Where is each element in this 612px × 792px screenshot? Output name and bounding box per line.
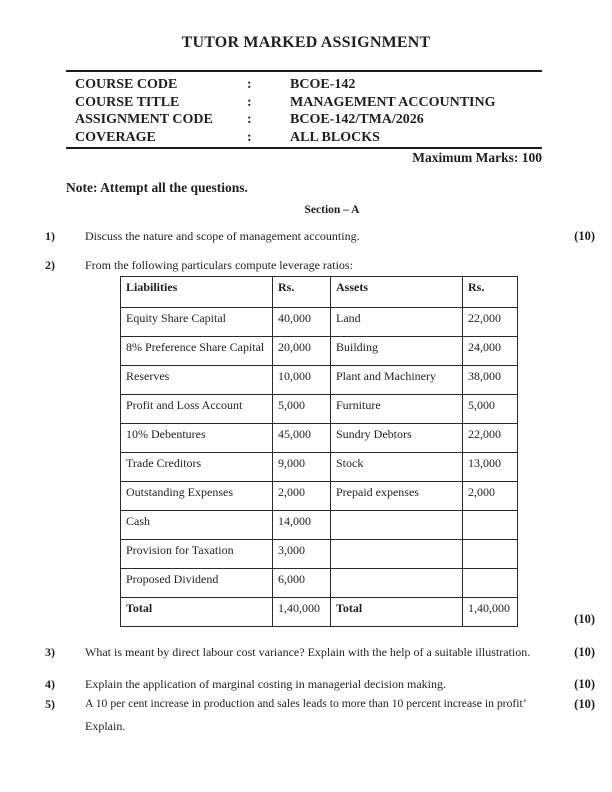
course-code-separator: : [247, 77, 252, 92]
question-5-text-line1: A 10 per cent increase in production and sales leads to more than 10 percent increase in profit’ [85, 697, 527, 710]
question-4 [40, 677, 595, 691]
table-cell: Stock [331, 453, 463, 482]
question-5-number: 5) [45, 697, 55, 711]
table-cell: 20,000 [273, 337, 331, 366]
header-cell-liabilities: Liabilities [121, 277, 273, 308]
table-cell: Proposed Dividend [121, 569, 273, 598]
table-cell: 13,000 [463, 453, 518, 482]
table-cell: 14,000 [273, 511, 331, 540]
question-4-marks: (10) [574, 677, 595, 691]
course-title-value: MANAGEMENT ACCOUNTING [290, 94, 496, 110]
header-cell-rs-left: Rs. [273, 277, 331, 308]
table-cell: 24,000 [463, 337, 518, 366]
table-cell: Outstanding Expenses [121, 482, 273, 511]
question-3-marks: (10) [574, 645, 595, 659]
question-1 [40, 229, 595, 243]
course-info-row [75, 94, 542, 112]
section-a-heading: Section – A [304, 204, 360, 216]
table-cell: 2,000 [273, 482, 331, 511]
question-5-text [85, 697, 553, 733]
table-cell: 8% Preference Share Capital [121, 337, 273, 366]
table-header-row [121, 277, 518, 308]
table-cell: 2,000 [463, 482, 518, 511]
table-cell: 38,000 [463, 366, 518, 395]
question-3-number: 3) [45, 645, 55, 659]
course-code-label: COURSE CODE [75, 77, 178, 92]
table-cell [331, 511, 463, 540]
table-cell [463, 569, 518, 598]
header-cell-assets: Assets [331, 277, 463, 308]
table-row [121, 569, 518, 598]
table-cell: 9,000 [273, 453, 331, 482]
table-row [121, 511, 518, 540]
table-cell [463, 511, 518, 540]
table-row [121, 453, 518, 482]
total-value-left: 1,40,000 [273, 598, 331, 627]
table-cell: 3,000 [273, 540, 331, 569]
question-4-text: Explain the application of marginal costing in managerial decision making. [85, 677, 447, 691]
table-row [121, 424, 518, 453]
maximum-marks: Maximum Marks: 100 [412, 150, 542, 165]
coverage-value: ALL BLOCKS [290, 129, 380, 145]
question-5-text-line2: Explain. [85, 719, 126, 733]
question-2-marks: (10) [574, 612, 595, 626]
question-2-marks-placeholder [553, 258, 595, 272]
coverage-label: COVERAGE [75, 129, 156, 145]
question-2 [40, 258, 595, 272]
question-3-text: What is meant by direct labour cost variance? Explain with the help of a suitable illustration. [85, 645, 531, 659]
table-cell: 10% Debentures [121, 424, 273, 453]
table-cell: Equity Share Capital [121, 308, 273, 337]
note-line: Note: Attempt all the questions. [66, 180, 248, 195]
table-cell: Trade Creditors [121, 453, 273, 482]
course-title-label: COURSE TITLE [75, 94, 180, 110]
assignment-code-separator: : [247, 112, 252, 127]
table-row [121, 395, 518, 424]
table-cell: 10,000 [273, 366, 331, 395]
table-cell [331, 540, 463, 569]
leverage-ratios-table [120, 276, 518, 627]
table-row [121, 482, 518, 511]
table-cell: Sundry Debtors [331, 424, 463, 453]
document-title: TUTOR MARKED ASSIGNMENT [181, 34, 431, 51]
question-4-number: 4) [45, 677, 55, 691]
course-info-row [75, 76, 542, 94]
table-cell [463, 540, 518, 569]
table-row [121, 308, 518, 337]
table-cell [331, 569, 463, 598]
question-2-text: From the following particulars compute leverage ratios: [85, 258, 353, 272]
course-title-separator: : [247, 94, 252, 110]
table-cell: 5,000 [463, 395, 518, 424]
course-info-row [75, 111, 542, 129]
coverage-separator: : [247, 129, 252, 145]
table-cell: Land [331, 308, 463, 337]
course-code-value: BCOE-142 [290, 77, 356, 92]
table-cell: Profit and Loss Account [121, 395, 273, 424]
table-cell: Cash [121, 511, 273, 540]
table-cell: 22,000 [463, 308, 518, 337]
total-label-left: Total [121, 598, 273, 627]
assignment-code-label: ASSIGNMENT CODE [75, 112, 213, 127]
table-cell: Building [331, 337, 463, 366]
table-cell: Prepaid expenses [331, 482, 463, 511]
question-1-marks: (10) [574, 229, 595, 243]
table-row [121, 337, 518, 366]
course-info-block [66, 70, 542, 149]
question-1-number: 1) [45, 229, 55, 243]
question-5-marks: (10) [574, 697, 595, 711]
question-3 [40, 645, 595, 659]
header-cell-rs-right: Rs. [463, 277, 518, 308]
total-value-right: 1,40,000 [463, 598, 518, 627]
table-cell: 6,000 [273, 569, 331, 598]
table-cell: 45,000 [273, 424, 331, 453]
table-cell: 22,000 [463, 424, 518, 453]
table-total-row [121, 598, 518, 627]
table-cell: 40,000 [273, 308, 331, 337]
table-cell: Furniture [331, 395, 463, 424]
table-cell: Provision for Taxation [121, 540, 273, 569]
table-row [121, 366, 518, 395]
course-info-row [75, 129, 542, 147]
assignment-code-value: BCOE-142/TMA/2026 [290, 112, 424, 127]
question-1-text: Discuss the nature and scope of management accounting. [85, 229, 360, 243]
question-2-number: 2) [45, 258, 55, 272]
table-cell: Plant and Machinery [331, 366, 463, 395]
table-cell: 5,000 [273, 395, 331, 424]
table-row [121, 540, 518, 569]
question-5 [40, 697, 595, 733]
total-label-right: Total [331, 598, 463, 627]
table-cell: Reserves [121, 366, 273, 395]
